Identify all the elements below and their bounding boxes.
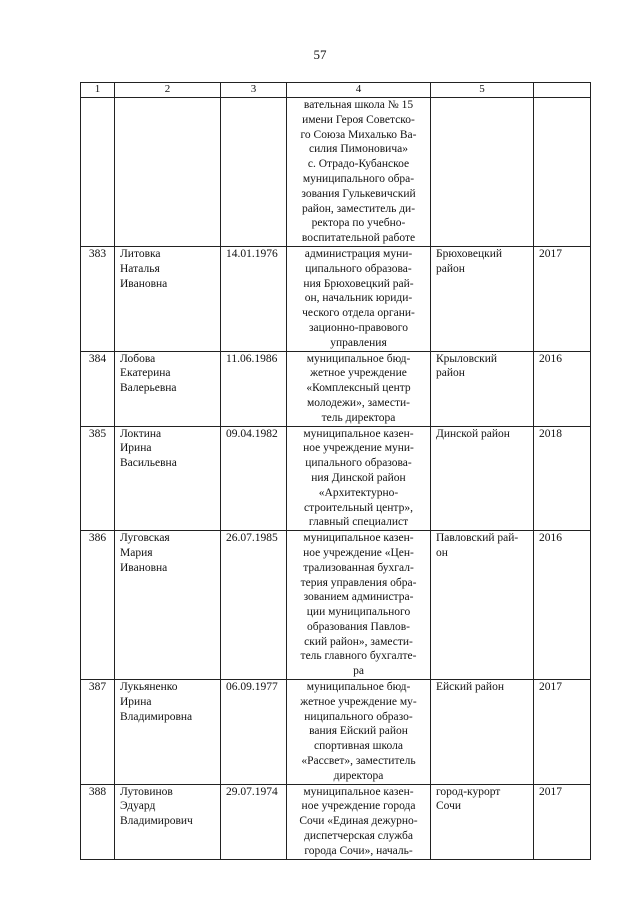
table-row: [81, 531, 591, 680]
birth-date-cell: 11.06.1986: [221, 351, 287, 426]
column-header: [534, 83, 591, 98]
organization-position-cell-line: строительный центр»,: [304, 501, 413, 514]
organization-position-cell-line: ра: [353, 665, 364, 678]
organization-position-cell-line: ский район», замести-: [304, 635, 413, 648]
organization-position-cell-line: тель главного бухгалте-: [300, 650, 417, 663]
row-number-cell: 383: [81, 246, 115, 351]
person-name-cell-line: Ирина: [120, 442, 152, 455]
table-row: [81, 98, 591, 247]
row-number-cell: 385: [81, 426, 115, 531]
district-cell-line: город-курорт: [436, 785, 501, 798]
year-cell: 2018: [534, 426, 591, 531]
organization-position-cell-line: образования Павлов-: [307, 620, 410, 633]
person-name-cell-line: Эдуард: [120, 800, 156, 813]
year-cell: 2016: [534, 351, 591, 426]
birth-date-cell: 26.07.1985: [221, 531, 287, 680]
column-header: 1: [81, 83, 115, 98]
organization-position-cell-line: муниципальное казен-: [303, 532, 414, 545]
person-name-cell: [115, 246, 221, 351]
birth-date-cell: [221, 98, 287, 247]
table-row: [81, 680, 591, 785]
year-cell: 2016: [534, 531, 591, 680]
district-cell-line: район: [436, 367, 465, 380]
organization-position-cell-line: ции муниципального: [306, 606, 411, 619]
organization-position-cell-line: жетное учреждение му-: [300, 695, 417, 708]
organization-position-cell-line: «Рассвет», заместитель: [301, 755, 416, 768]
person-name-cell-line: Ирина: [120, 695, 152, 708]
organization-position-cell-line: «Архитектурно-: [318, 486, 399, 499]
organization-position-cell-line: го Союза Михалько Ва-: [300, 128, 417, 141]
table-row: [81, 351, 591, 426]
person-name-cell: [115, 680, 221, 785]
person-name-cell: [115, 351, 221, 426]
district-cell: [431, 680, 534, 785]
organization-position-cell-line: зационно-правового: [309, 321, 408, 334]
organization-position-cell-line: города Сочи», началь-: [304, 844, 413, 857]
organization-position-cell-line: молодежи», замести-: [306, 396, 411, 409]
person-name-cell-line: Лобова: [120, 352, 156, 365]
year-cell: 2017: [534, 680, 591, 785]
organization-position-cell-line: имени Героя Советско-: [302, 113, 415, 126]
column-header: 5: [431, 83, 534, 98]
organization-position-cell-line: зованием администра-: [303, 591, 414, 604]
district-cell-line: Павловский рай-: [436, 532, 519, 545]
page-number: 57: [313, 47, 327, 62]
organization-position-cell-line: вания Ейский район: [309, 725, 408, 738]
birth-date-cell: 29.07.1974: [221, 784, 287, 859]
person-name-cell-line: Мария: [120, 546, 153, 559]
year-cell: 2017: [534, 246, 591, 351]
organization-position-cell-line: «Комплексный центр: [306, 382, 411, 395]
district-cell-line: Ейский район: [436, 681, 504, 694]
district-cell-line: Брюховецкий: [436, 247, 503, 260]
column-header: 2: [115, 83, 221, 98]
organization-position-cell: [287, 351, 431, 426]
organization-position-cell-line: Сочи «Единая дежурно-: [299, 815, 418, 828]
organization-position-cell-line: муниципальное бюд-: [306, 681, 411, 694]
district-cell-line: Сочи: [436, 800, 462, 813]
person-name-cell-line: Наталья: [120, 262, 160, 275]
row-number-cell: 387: [81, 680, 115, 785]
person-name-cell-line: Валерьевна: [120, 382, 177, 395]
table-row: [81, 246, 591, 351]
organization-position-cell-line: муниципальное бюд-: [306, 352, 411, 365]
organization-position-cell-line: трализованная бухгал-: [303, 561, 414, 574]
organization-position-cell-line: терия управления обра-: [300, 576, 417, 589]
organization-position-cell: [287, 784, 431, 859]
birth-date-cell: 06.09.1977: [221, 680, 287, 785]
district-cell: [431, 351, 534, 426]
organization-position-cell-line: муниципальное казен-: [303, 427, 414, 440]
organization-position-cell-line: спортивная школа: [314, 740, 403, 753]
person-name-cell-line: Литовка: [120, 247, 161, 260]
organization-position-cell-line: ное учреждение муни-: [303, 442, 414, 455]
organization-position-cell-line: зования Гулькевичский: [301, 187, 416, 200]
person-name-cell: [115, 784, 221, 859]
organization-position-cell-line: муниципальное казен-: [303, 785, 414, 798]
district-cell-line: Крыловский: [436, 352, 497, 365]
district-cell: [431, 426, 534, 531]
organization-position-cell-line: с. Отрадо-Кубанское: [307, 158, 410, 171]
organization-position-cell: [287, 680, 431, 785]
registry-table: [80, 82, 591, 860]
district-cell: [431, 246, 534, 351]
organization-position-cell-line: воспитательной работе: [301, 232, 416, 245]
organization-position-cell: [287, 98, 431, 247]
organization-position-cell-line: администрация муни-: [304, 247, 413, 260]
organization-position-cell: [287, 531, 431, 680]
column-number-row: [81, 83, 591, 98]
person-name-cell-line: Локтина: [120, 427, 162, 440]
person-name-cell: [115, 98, 221, 247]
district-cell-line: Динской район: [436, 427, 510, 440]
table-row: [81, 426, 591, 531]
organization-position-cell-line: тель директора: [321, 411, 396, 424]
person-name-cell-line: Владимировна: [120, 710, 193, 723]
organization-position-cell-line: управления: [330, 336, 387, 349]
organization-position-cell-line: силия Пимоновича»: [309, 143, 408, 156]
organization-position-cell-line: директора: [333, 769, 384, 782]
year-cell: [534, 98, 591, 247]
organization-position-cell: [287, 426, 431, 531]
district-cell: [431, 784, 534, 859]
table-row: [81, 784, 591, 859]
person-name-cell: [115, 531, 221, 680]
organization-position-cell-line: ное учреждение «Цен-: [303, 546, 414, 559]
person-name-cell-line: Ивановна: [120, 561, 168, 574]
person-name-cell-line: Екатерина: [120, 367, 171, 380]
district-cell: [431, 98, 534, 247]
organization-position-cell-line: ное учреждение города: [301, 800, 416, 813]
organization-position-cell-line: ния Брюховецкий рай-: [303, 277, 414, 290]
person-name-cell-line: Васильевна: [120, 457, 177, 470]
birth-date-cell: 14.01.1976: [221, 246, 287, 351]
person-name-cell: [115, 426, 221, 531]
organization-position-cell-line: ческого отдела органи-: [302, 307, 415, 320]
column-header: 4: [287, 83, 431, 98]
organization-position-cell-line: главный специалист: [308, 516, 409, 529]
organization-position-cell-line: ниципального образо-: [304, 710, 413, 723]
person-name-cell-line: Лукьяненко: [120, 681, 178, 694]
person-name-cell-line: Луговская: [120, 532, 170, 545]
row-number-cell: 388: [81, 784, 115, 859]
column-header: 3: [221, 83, 287, 98]
organization-position-cell-line: жетное учреждение: [310, 367, 407, 380]
year-cell: 2017: [534, 784, 591, 859]
birth-date-cell: 09.04.1982: [221, 426, 287, 531]
row-number-cell: 386: [81, 531, 115, 680]
person-name-cell-line: Ивановна: [120, 277, 168, 290]
organization-position-cell-line: муниципального обра-: [302, 172, 415, 185]
organization-position-cell-line: ния Динской район: [311, 471, 406, 484]
organization-position-cell: [287, 246, 431, 351]
person-name-cell-line: Лутовинов: [120, 785, 173, 798]
organization-position-cell-line: ципального образова-: [305, 457, 412, 470]
district-cell: [431, 531, 534, 680]
organization-position-cell-line: он, начальник юриди-: [304, 292, 413, 305]
organization-position-cell-line: район, заместитель ди-: [301, 202, 416, 215]
person-name-cell-line: Владимирович: [120, 815, 193, 828]
row-number-cell: 384: [81, 351, 115, 426]
organization-position-cell-line: диспетчерская служба: [303, 830, 413, 843]
district-cell-line: он: [436, 546, 448, 559]
organization-position-cell-line: вательная школа № 15: [303, 99, 414, 111]
district-cell-line: район: [436, 262, 465, 275]
row-number-cell: [81, 98, 115, 247]
organization-position-cell-line: ректора по учебно-: [311, 217, 406, 230]
organization-position-cell-line: ципального образова-: [305, 262, 412, 275]
